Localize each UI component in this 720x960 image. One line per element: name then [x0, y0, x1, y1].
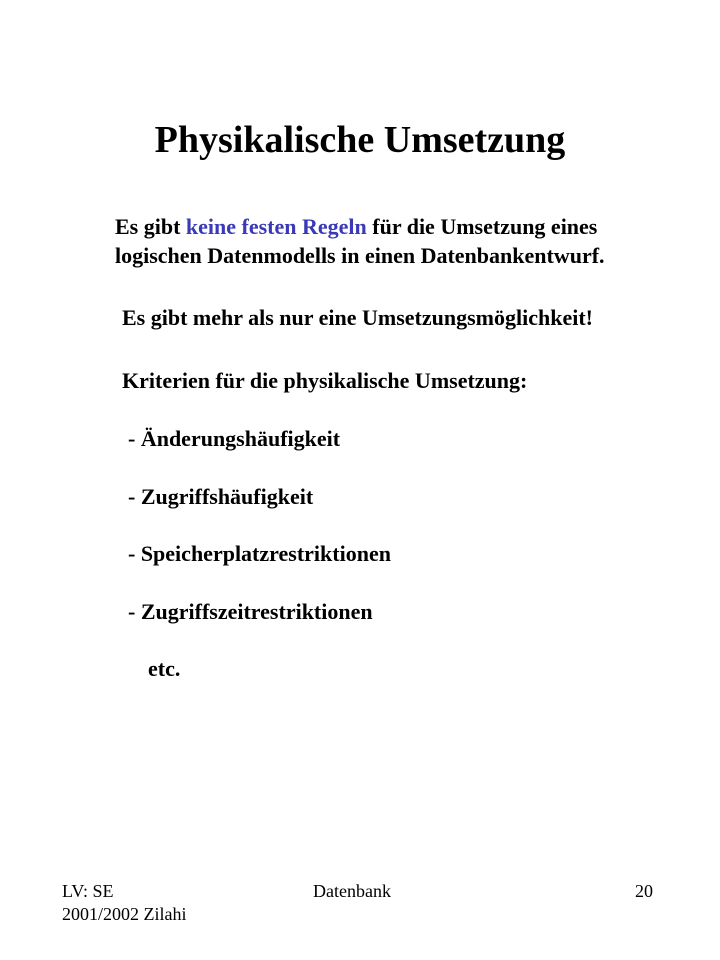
criteria-heading: Kriterien für die physikalische Umsetzung: — [122, 368, 528, 393]
page-number: 20 — [635, 881, 653, 901]
intro-text-before: Es gibt — [115, 214, 186, 239]
criteria-item: - Änderungshäufigkeit — [128, 426, 341, 451]
etc-text: etc. — [148, 656, 181, 681]
intro-text-after: für die Umsetzung eines — [366, 214, 598, 239]
footer-year-author: 2001/2002 Zilahi — [62, 904, 187, 924]
criteria-item: - Zugriffshäufigkeit — [128, 484, 314, 509]
criteria-item: - Zugriffszeitrestriktionen — [128, 599, 373, 624]
footer-topic: Datenbank — [313, 881, 391, 901]
footer-course: LV: SE — [62, 881, 114, 901]
statement: Es gibt mehr als nur eine Umsetzungsmöglichkeit! — [122, 305, 593, 330]
intro-highlight: keine festen Regeln — [185, 214, 367, 239]
intro-line-2: logischen Datenmodells in einen Datenbankentwurf. — [115, 243, 605, 268]
criteria-item: - Speicherplatzrestriktionen — [128, 541, 391, 566]
slide-title: Physikalische Umsetzung — [154, 119, 566, 161]
intro-line-1 — [115, 212, 597, 242]
